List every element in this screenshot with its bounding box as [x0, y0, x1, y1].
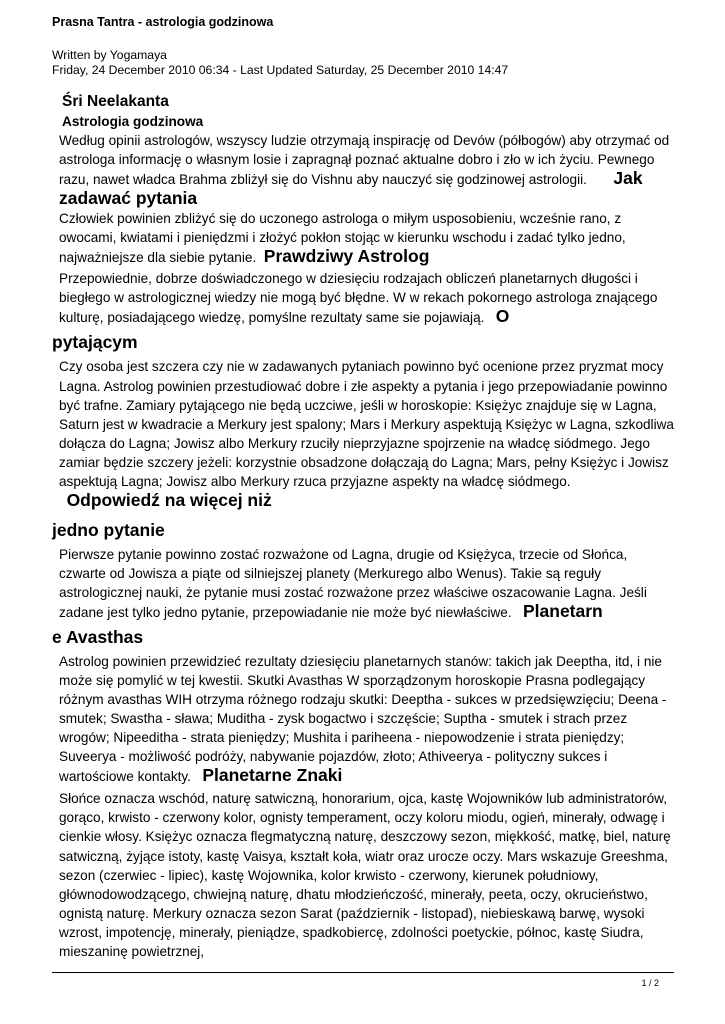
- section-text-odpowiedz: Pierwsze pytanie powinno zostać rozważone od Lagna, drugie od Księżyca, trzecie od Słońca, czwarte od Jowisza a piąte od silniejszej planety (Merkurego albo Wenus). Takie są reguły astrologicznej nauki, że pytanie musi zostać rozważone przez właściwe oszacowanie Lagna. Jeśli zadane jest tylko jedno pytanie, przepowiadanie nie może być niewłaściwe.: [59, 546, 647, 620]
- article-body: [52, 92, 674, 961]
- section-title-planetarne-znaki: Planetarne Znaki: [202, 765, 343, 786]
- section-paragraph-prawdziwy-astrolog: [52, 269, 674, 327]
- author-line: Written by Yogamaya: [52, 48, 167, 62]
- document-meta: [52, 48, 692, 78]
- section-text-planetarne-znaki: Słońce oznacza wschód, naturę satwiczną, honorarium, ojca, kastę Wojowników lub administratorów, gorąco, krwisto - czerwony kolor, ognisty temperament, oczy koloru miodu, ogień, minerały, odwagę i cienkie włosy. Księżyc oznacza flegmatyczną naturę, deszczowy sezon, miękkość, matkę, biel, naturę satwiczną, żyjące istoty, kastę Vaisya, kształt koła, wiatr oraz urocze oczy. Mars wskazuje Greeshma, sezon (czerwiec - lipiec), kastę Wojownika, kolor krwisto - czerwony, kierunek południowy, głównodowodzącego, chwiejną naturę, dhatu młodzieńczość, minerały, peeta, oczy, okrucieństwo, ognistą naturę. Merkury oznacza sezon Sarat (październik - listopad), niebieskawą barwę, wysoki wzrost, impotencję, minerały, pieniądze, spadkobiercę, zdolności poetyckie, północ, kastę Siudra, mieszaninę powietrznej,: [59, 791, 671, 959]
- section-paragraph-odpowiedz: [52, 545, 674, 622]
- section-title-odpowiedz-start: Odpowiedź na więcej niż: [66, 489, 272, 510]
- page-number: 1 / 2: [641, 978, 659, 988]
- section-title-odpowiedz-end: jedno pytanie: [52, 519, 165, 540]
- section-text-o-pytajacym: Czy osoba jest szczera czy nie w zadawanych pytaniach powinno być ocenione przez pryzmat mocy Lagna. Astrolog powinien przestudiować dobre i złe aspekty a pytania i jego przepowiadanie powinno być trafne. Zamiary pytającego nie będą uczciwe, jeśli w horoskopie: Księżyc znajduje się w Lagna, Saturn jest w kwadracie a Merkury jest spalony; Mars i Merkury aspektują Księżyc w Lagna, szkodliwa dołącza do Lagna; Jowisz albo Merkury rzuciły nieprzyjazne spojrzenie na władcę siódmego. Jego zamiar będzie szczery jeżeli: korzystnie obsadzone dołączają do Lagna; Mars, pełny Księżyc i Jowisz aspektują Lagna; Jowisz albo Merkury rzuca przyjazne aspekty na władcę siódmego.: [59, 359, 674, 489]
- intro-text: Według opinii astrologów, wszyscy ludzie otrzymają inspirację od Devów (półbogów) aby otrzymać od astrologa informację o własnym losie i zapragnął poznać aktualne dobro i zło w ich życiu. Pewnego razu, nawet władca Brahma zbliżył się do Vishnu aby nauczyć się godzinowej astrologii.: [59, 133, 670, 188]
- article-subheading: Astrologia godzinowa: [62, 114, 204, 129]
- section-title-avasthas-end: e Avasthas: [52, 627, 144, 648]
- section-title-o-pytajacym-start: O: [495, 306, 510, 327]
- section-paragraph-planetarne-znaki: [52, 789, 674, 960]
- section-title-prawdziwy-astrolog: Prawdziwy Astrolog: [263, 246, 430, 267]
- footer-divider: [52, 972, 674, 973]
- section-text-avasthas: Astrolog powinien przewidzieć rezultaty dziesięciu planetarnych stanów: takich jak Deeptha, itd, i nie może się pomylić w tej kwestii. Skutki Avasthas W sporządzonym horoskopie Prasna podlegający różnym avasthas WIH otrzyma różnego rodzaju skutki: Deeptha - sukces w przedsięwzięciu; Deena - smutek; Swastha - sława; Muditha - zysk bogactwo i szczęście; Suptha - smutek i strach przez wrogów; Nipeeditha - strata pieniędzy; Mushita i pariheena - niepowodzenie i strata pieniędzy; Suveerya - możliwość podróży, nabywanie pojazdów, złoto; Athiveerya - polityczny sukces i wartościowe kontakty.: [59, 654, 667, 785]
- section-paragraph-avasthas: [52, 652, 674, 786]
- section-title-o-pytajacym-end: pytającym: [52, 332, 138, 353]
- document-title: Prasna Tantra - astrologia godzinowa: [52, 15, 274, 29]
- section-title-avasthas-start: Planetarn: [522, 600, 603, 621]
- section-text-prawdziwy-astrolog: Przepowiednie, dobrze doświadczonego w dziesięciu rodzajach obliczeń planetarnych długości i biegłego w astrologicznej wiedzy nie mogą być błędne. W w rekach pokornego astrologa znającego kulturę, posiadającego wiedzę, pomyślne rezultaty same sie pojawiają.: [59, 271, 658, 326]
- date-line: Friday, 24 December 2010 06:34 - Last Updated Saturday, 25 December 2010 14:47: [52, 63, 509, 77]
- section-paragraph-jak-zadawac: [52, 209, 674, 267]
- article-heading: Śri Neelakanta: [62, 93, 169, 110]
- document-header: [52, 14, 672, 31]
- section-paragraph-o-pytajacym: [52, 357, 674, 510]
- section-title-jak-zadawac: Jak zadawać pytania: [59, 168, 643, 209]
- section-text-jak-zadawac: Człowiek powinien zbliżyć się do uczonego astrologa o miłym usposobieniu, wcześnie rano, z owocami, kwiatami i pieniędzmi i złożyć pokłon stojąc w kierunku wschodu i zadać tylko jedno, najważniejsze dla siebie pytanie.: [59, 211, 626, 266]
- intro-paragraph: [52, 131, 674, 209]
